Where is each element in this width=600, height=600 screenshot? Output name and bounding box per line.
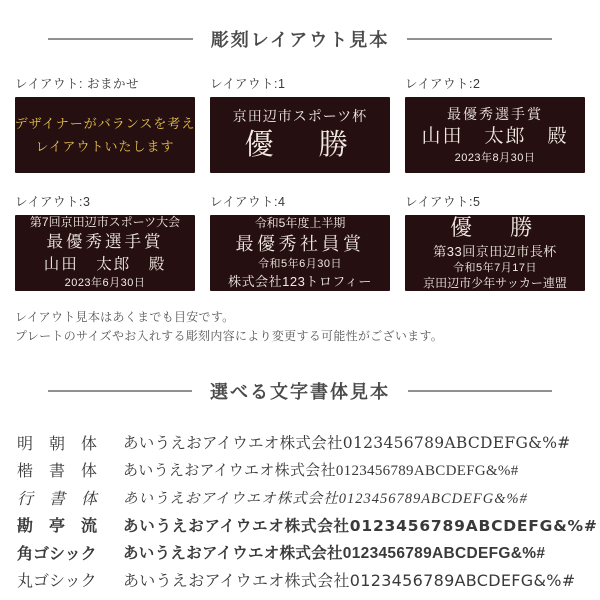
divider-line-right: [408, 390, 552, 392]
plate-text-line: 株式会社123トロフィー: [228, 273, 372, 289]
font-name-label: 角ゴシック: [17, 545, 97, 563]
font-name-label: 明 朝 体: [17, 433, 98, 453]
font-name-label: 楷 書 体: [17, 463, 98, 481]
font-sample-text: あいうえおアイウエオ株式会社0123456789ABCDEFG&%#: [123, 545, 546, 563]
layout-card-label: レイアウト:4: [210, 195, 286, 209]
plate-text-line: 京田辺市スポーツ杯: [232, 108, 368, 125]
plate-text-line: 第7回京田辺市スポーツ大会: [29, 215, 181, 230]
font-sample-row: [17, 428, 590, 456]
font-sample-rows: [17, 428, 598, 593]
plate-text-line: 令和5年7月17日: [453, 261, 537, 274]
engraving-plate: [405, 215, 585, 291]
section-title-engraving-layout: [48, 26, 552, 52]
note-line: プレートのサイズやお入れする彫刻内容により変更する可能性がございます。: [15, 329, 444, 344]
font-sample-row: [17, 566, 590, 594]
engraving-plate: [15, 97, 195, 173]
plate-text-line: レイアウトいたします: [35, 138, 175, 154]
layout-card-label: レイアウト:3: [15, 195, 91, 209]
divider-line-right: [407, 38, 552, 40]
plate-text-line: 2023年8月30日: [454, 151, 536, 164]
layout-card-label: レイアウト:2: [405, 77, 481, 91]
plate-text-line: 最優秀選手賞: [46, 233, 164, 252]
layout-cards: [15, 74, 585, 291]
plate-text-line: 最優秀選手賞: [447, 105, 543, 122]
layout-notes: [15, 308, 585, 346]
layout-card-label: レイアウト:5: [405, 195, 481, 209]
note-line: レイアウト見本はあくまでも目安です。: [15, 310, 235, 324]
layout-card: [15, 74, 195, 173]
section-title-font-samples: [48, 378, 552, 404]
layout-card: [210, 74, 390, 173]
layout-card-label: レイアウト:1: [210, 77, 286, 91]
font-sample-text: あいうえおアイウエオ株式会社0123456789ABCDEFG&%#: [123, 490, 528, 507]
plate-text-line: 令和5年度上半期: [254, 215, 346, 230]
font-sample-text: あいうえおアイウエオ株式会社0123456789ABCDEFG&%#: [123, 516, 598, 535]
layout-card: [210, 192, 390, 291]
engraving-plate: [405, 97, 585, 173]
font-name-label: 行 書 体: [17, 490, 98, 508]
font-sample-row: [17, 483, 590, 511]
font-sample-row: [17, 456, 590, 484]
plate-text-line: 優 勝: [449, 215, 540, 240]
plate-text-line: 第33回京田辺市長杯: [433, 243, 557, 259]
layout-card-label: レイアウト: おまかせ: [15, 77, 139, 91]
plate-text-line: 山田 太郎 殿: [43, 255, 167, 273]
engraving-plate: [210, 97, 390, 173]
plate-text-line: デザイナーがバランスを考え: [15, 116, 195, 132]
plate-text-line: 優 勝: [244, 128, 356, 161]
engraving-plate: [210, 215, 390, 291]
plate-text-line: 令和5年6月30日: [258, 258, 342, 271]
layout-card: [15, 192, 195, 291]
engraving-layout-title: 彫刻レイアウト見本: [210, 30, 390, 50]
font-sample-text: あいうえおアイウエオ株式会社0123456789ABCDEFG&%#: [123, 463, 519, 480]
font-name-label: 勘 亭 流: [17, 516, 98, 536]
font-name-label: 丸ゴシック: [17, 571, 97, 591]
plate-text-line: 2023年6月30日: [64, 277, 146, 290]
layout-card: [405, 192, 585, 291]
font-sample-text: あいうえおアイウエオ株式会社0123456789ABCDEFG&%#: [123, 434, 571, 453]
font-sample-row: [17, 538, 590, 566]
plate-text-line: 山田 太郎 殿: [421, 126, 569, 148]
plate-text-line: 京田辺市少年サッカー連盟: [423, 276, 567, 291]
plate-text-line: 最優秀社員賞: [235, 233, 365, 254]
font-samples-title: 選べる文字書体見本: [210, 382, 390, 403]
font-sample-row: [17, 511, 598, 539]
font-sample-text: あいうえおアイウエオ株式会社0123456789ABCDEFG&%#: [123, 571, 576, 591]
engraving-plate: [15, 215, 195, 291]
layout-card: [405, 74, 585, 173]
divider-line-left: [48, 390, 192, 392]
divider-line-left: [48, 38, 193, 40]
